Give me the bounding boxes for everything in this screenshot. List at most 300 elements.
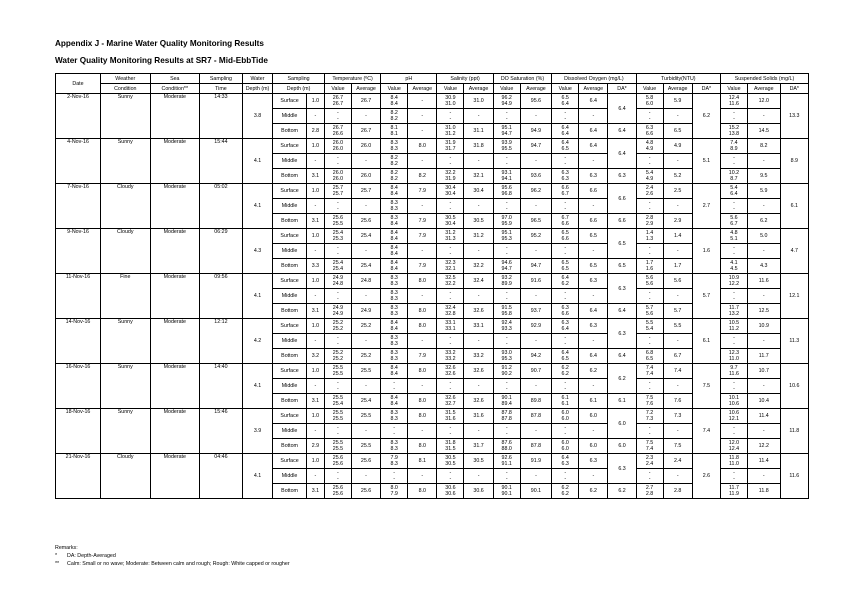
ss-value-reading: 8.9 (730, 146, 738, 152)
do-average: - (579, 334, 608, 349)
turbidity-value (636, 259, 663, 274)
ss-average: 4.3 (747, 259, 780, 274)
do-value-reading: 6.4 (561, 275, 569, 281)
turbidity-da: 2.6 (692, 454, 720, 499)
salinity-value (437, 349, 464, 364)
temp-value-reading: 25.5 (332, 410, 344, 416)
ss-value (720, 439, 747, 454)
ss-value (720, 409, 747, 424)
turbidity-average: - (663, 199, 692, 214)
temp-value-reading: 25.2 (332, 320, 344, 326)
sampling-depth-cell: 3.1 (306, 214, 324, 229)
temp-average: 25.5 (351, 364, 380, 379)
do-value-reading: 6.0 (561, 410, 569, 416)
ph-value-reading: 8.3 (390, 311, 398, 317)
salinity-value-reading: - (449, 296, 452, 302)
level-name-cell: Surface (273, 274, 307, 289)
turbidity-value-reading: 1.6 (645, 266, 654, 272)
ph-value-reading: 8.3 (390, 335, 398, 341)
turbidity-da: 6.2 (692, 94, 720, 139)
temp-average: 25.5 (351, 439, 380, 454)
temp-value (324, 484, 351, 499)
level-name-cell: Middle (273, 334, 307, 349)
do-value-reading: - (564, 290, 567, 296)
do-sat-value-reading: 97.0 (501, 215, 512, 221)
ph-value (381, 349, 408, 364)
turbidity-value-reading: - (648, 251, 651, 257)
ss-value-reading: 8.7 (730, 176, 738, 182)
ss-value (720, 259, 747, 274)
do-sat-value-reading: 95.1 (501, 125, 512, 131)
salinity-average: - (464, 469, 493, 484)
turbidity-value-reading: - (648, 245, 651, 251)
turbidity-value-reading: 7.2 (645, 410, 654, 416)
ph-value-reading: - (393, 425, 396, 431)
do-sat-value (493, 259, 520, 274)
turbidity-da: 5.1 (692, 139, 720, 184)
ph-value (381, 424, 408, 439)
temp-value-reading: - (337, 200, 339, 206)
ss-da: 10.6 (780, 364, 808, 409)
col-value: Value (720, 84, 747, 94)
salinity-value-reading: 32.8 (445, 311, 456, 317)
do-value-reading: - (564, 335, 567, 341)
temp-average: - (351, 424, 380, 439)
ph-value (381, 454, 408, 469)
do-sat-value-reading: 92.4 (501, 320, 512, 326)
ss-value-reading: - (733, 341, 735, 347)
do-sat-value (493, 124, 520, 139)
do-sat-average: - (520, 154, 552, 169)
salinity-value (437, 244, 464, 259)
do-da: 6.4 (608, 94, 636, 124)
temp-value-reading: 26.0 (332, 140, 344, 146)
turbidity-da: 7.5 (692, 364, 720, 409)
do-average: - (579, 424, 608, 439)
turbidity-value (636, 469, 663, 484)
salinity-value-reading: 31.0 (445, 125, 456, 131)
level-name-cell: Middle (273, 244, 307, 259)
temp-value-reading: 25.7 (332, 185, 344, 191)
turbidity-value-reading: 4.9 (645, 176, 654, 182)
table-row (56, 94, 809, 109)
ph-value-reading: 8.3 (390, 215, 398, 221)
do-value (552, 379, 579, 394)
ph-value (381, 334, 408, 349)
ss-value (720, 484, 747, 499)
ss-value-reading: 13.8 (728, 131, 740, 137)
col-value: Value (324, 84, 351, 94)
do-value-reading: - (564, 116, 567, 122)
ph-value (381, 379, 408, 394)
sampling-depth-cell: - (306, 244, 324, 259)
temp-average: 25.4 (351, 394, 380, 409)
salinity-average: - (464, 109, 493, 124)
ss-value-reading: - (733, 110, 735, 116)
ph-value (381, 109, 408, 124)
ph-value (381, 274, 408, 289)
turbidity-value (636, 379, 663, 394)
remark-text: DA: Depth-Averaged (67, 553, 116, 559)
weather-cell: Sunny (101, 139, 151, 184)
do-sat-average: 90.1 (520, 484, 552, 499)
turbidity-value-reading: 7.6 (645, 401, 654, 407)
ph-average: 7.9 (408, 259, 437, 274)
table-row (56, 319, 809, 334)
turbidity-average: 5.7 (663, 304, 692, 319)
salinity-value (437, 454, 464, 469)
ss-da: 8.9 (780, 139, 808, 184)
do-value-reading: 6.6 (561, 236, 569, 242)
col-da: DA* (692, 84, 720, 94)
ss-value (720, 184, 747, 199)
temp-value (324, 139, 351, 154)
do-sat-average: 94.7 (520, 259, 552, 274)
do-da: 6.2 (608, 364, 636, 394)
date-cell: 4-Nov-16 (56, 139, 101, 184)
salinity-average: - (464, 289, 493, 304)
level-name-cell: Bottom (273, 169, 307, 184)
temp-value-reading: - (337, 431, 339, 437)
do-sat-value-reading: 95.6 (501, 185, 512, 191)
temp-value (324, 229, 351, 244)
turbidity-value-reading: - (648, 155, 651, 161)
do-sat-value-reading: 93.0 (501, 350, 512, 356)
turbidity-value (636, 214, 663, 229)
level-name-cell: Surface (273, 94, 307, 109)
do-value-reading: 6.2 (561, 371, 569, 377)
ph-value-reading: 8.3 (390, 440, 398, 446)
water-depth-cell: 4.3 (242, 229, 272, 274)
table-row (56, 229, 809, 244)
do-average: 6.2 (579, 484, 608, 499)
temp-value-reading: 25.5 (332, 395, 344, 401)
col-sampling-depth: Sampling (273, 74, 325, 84)
ss-value-reading: 13.2 (728, 311, 740, 317)
salinity-value (437, 304, 464, 319)
salinity-average: 31.6 (464, 409, 493, 424)
turbidity-value (636, 94, 663, 109)
ss-value-reading: 12.2 (728, 281, 740, 287)
salinity-average: - (464, 334, 493, 349)
do-sat-value-reading: 89.9 (501, 281, 512, 287)
temp-value (324, 169, 351, 184)
do-sat-value (493, 469, 520, 484)
temp-value-reading: 26.0 (332, 176, 344, 182)
do-average: 6.4 (579, 124, 608, 139)
do-sat-average: - (520, 244, 552, 259)
col-average: Average (408, 84, 437, 94)
do-value (552, 394, 579, 409)
do-value-reading: 6.2 (561, 491, 569, 497)
turbidity-average: 5.9 (663, 94, 692, 109)
ss-average: 11.4 (747, 454, 780, 469)
temp-average: 25.6 (351, 214, 380, 229)
do-value-reading: - (564, 296, 567, 302)
ss-da: 11.3 (780, 319, 808, 364)
salinity-average: - (464, 379, 493, 394)
sampling-depth-cell: 3.1 (306, 304, 324, 319)
ph-average: 8.0 (408, 319, 437, 334)
temp-value (324, 259, 351, 274)
ph-average: 8.0 (408, 409, 437, 424)
turbidity-average: 4.9 (663, 139, 692, 154)
do-average: - (579, 109, 608, 124)
col-value: Value (636, 84, 663, 94)
temp-value-reading: 26.0 (332, 146, 344, 152)
ph-value-reading: 8.4 (390, 371, 398, 377)
ss-average: 12.5 (747, 304, 780, 319)
temp-value (324, 409, 351, 424)
ph-value-reading: 8.3 (390, 281, 398, 287)
salinity-value (437, 394, 464, 409)
salinity-value-reading: 31.2 (445, 131, 456, 137)
do-sat-value (493, 379, 520, 394)
do-sat-average: 96.2 (520, 184, 552, 199)
ss-value-reading: - (733, 245, 735, 251)
water-depth-cell: 3.8 (242, 94, 272, 139)
water-depth-cell: 4.1 (242, 364, 272, 409)
salinity-value (437, 469, 464, 484)
turbidity-average: 7.6 (663, 394, 692, 409)
turbidity-value-reading: 7.4 (645, 371, 654, 377)
sampling-depth-cell: 1.0 (306, 94, 324, 109)
col-value: Value (381, 84, 408, 94)
ph-value-reading: 8.3 (390, 200, 398, 206)
ph-average: 8.0 (408, 394, 437, 409)
salinity-value (437, 169, 464, 184)
do-value (552, 364, 579, 379)
table-row (56, 274, 809, 289)
temp-value-reading: 25.7 (332, 191, 344, 197)
sampling-depth-cell: 1.0 (306, 229, 324, 244)
ph-value-reading: 8.4 (390, 191, 398, 197)
time-cell: 12:12 (200, 319, 243, 364)
time-cell: 04:46 (200, 454, 243, 499)
level-name-cell: Middle (273, 379, 307, 394)
ph-average: 7.9 (408, 349, 437, 364)
do-value-reading: - (564, 431, 567, 437)
level-name-cell: Surface (273, 409, 307, 424)
sampling-depth-cell: - (306, 289, 324, 304)
salinity-value-reading: 31.2 (445, 230, 456, 236)
col-average: Average (351, 84, 380, 94)
salinity-value (437, 379, 464, 394)
sampling-depth-cell: - (306, 154, 324, 169)
ph-value-reading: 8.4 (390, 326, 398, 332)
do-sat-value-reading: 90.1 (501, 485, 512, 491)
temp-average: - (351, 244, 380, 259)
temp-value (324, 394, 351, 409)
temp-value-reading: 24.9 (332, 311, 344, 317)
sampling-depth-cell: 3.1 (306, 484, 324, 499)
level-name-cell: Bottom (273, 439, 307, 454)
do-da: 6.5 (608, 259, 636, 274)
water-depth-cell: 3.9 (242, 409, 272, 454)
do-value (552, 199, 579, 214)
do-value-reading: 6.5 (561, 230, 569, 236)
do-value (552, 349, 579, 364)
ss-value-reading: 11.9 (728, 491, 739, 497)
do-average: 6.6 (579, 214, 608, 229)
turbidity-da: 1.6 (692, 229, 720, 274)
col-do-saturation: DO Saturation (%) (493, 74, 552, 84)
do-sat-value-reading: 93.3 (501, 326, 512, 332)
do-sat-value-reading: 95.9 (501, 221, 512, 227)
salinity-value-reading: - (449, 110, 452, 116)
salinity-average: 32.4 (464, 274, 493, 289)
ss-value-reading: - (733, 380, 735, 386)
ph-average: 8.1 (408, 454, 437, 469)
turbidity-value (636, 169, 663, 184)
do-average: 6.0 (579, 409, 608, 424)
turbidity-value (636, 334, 663, 349)
level-name-cell: Surface (273, 139, 307, 154)
do-value-reading: 6.0 (561, 446, 569, 452)
temp-average: 26.7 (351, 124, 380, 139)
level-name-cell: Bottom (273, 214, 307, 229)
weather-cell: Cloudy (101, 229, 151, 274)
turbidity-value (636, 439, 663, 454)
salinity-value (437, 229, 464, 244)
ph-value-reading: 8.3 (390, 140, 398, 146)
ph-value-reading: 8.4 (390, 251, 398, 257)
do-average: - (579, 154, 608, 169)
do-value-reading: - (564, 425, 567, 431)
col-sampling-depth-sub: Depth (m) (273, 84, 325, 94)
salinity-value-reading: 30.5 (445, 455, 456, 461)
salinity-value (437, 109, 464, 124)
do-da: 6.0 (608, 439, 636, 454)
ss-value (720, 334, 747, 349)
turbidity-value-reading: 1.4 (645, 230, 654, 236)
ss-value-reading: 10.1 (728, 395, 740, 401)
do-sat-value (493, 439, 520, 454)
turbidity-value-reading: 4.8 (645, 140, 654, 146)
ph-value (381, 184, 408, 199)
do-sat-value (493, 199, 520, 214)
do-da: 6.4 (608, 304, 636, 319)
sea-cell: Moderate (150, 94, 200, 139)
turbidity-value-reading: 2.6 (645, 191, 654, 197)
ss-value-reading: 4.5 (730, 266, 738, 272)
do-da: 6.3 (608, 454, 636, 484)
turbidity-value-reading: - (648, 431, 651, 437)
ph-value-reading: 8.2 (390, 170, 398, 176)
ph-value (381, 289, 408, 304)
salinity-value (437, 214, 464, 229)
temp-value-reading: - (337, 386, 339, 392)
do-sat-value (493, 139, 520, 154)
turbidity-da: 5.7 (692, 274, 720, 319)
salinity-value-reading: 32.3 (445, 260, 456, 266)
turbidity-value-reading: - (648, 200, 651, 206)
temp-average: 25.2 (351, 349, 380, 364)
ph-average: - (408, 109, 437, 124)
do-sat-average: - (520, 199, 552, 214)
salinity-value-reading: 32.4 (445, 305, 456, 311)
do-value-reading: 6.7 (561, 215, 569, 221)
turbidity-value-reading: 5.4 (645, 170, 654, 176)
do-sat-average: - (520, 109, 552, 124)
sea-cell: Moderate (150, 409, 200, 454)
level-name-cell: Surface (273, 319, 307, 334)
ss-value-reading: 11.8 (728, 455, 739, 461)
do-sat-value (493, 229, 520, 244)
ph-average: 8.0 (408, 139, 437, 154)
ph-average: 8.0 (408, 304, 437, 319)
temp-value-reading: 25.5 (332, 365, 344, 371)
page-title: Appendix J - Marine Water Quality Monitoring Results (55, 39, 264, 48)
do-da: 6.3 (608, 169, 636, 184)
do-sat-value-reading: 94.7 (501, 131, 512, 137)
temp-value (324, 424, 351, 439)
salinity-value-reading: - (449, 476, 452, 482)
turbidity-value-reading: 2.3 (645, 455, 654, 461)
temp-value-reading: - (337, 245, 339, 251)
do-sat-value-reading: 93.1 (501, 170, 512, 176)
salinity-value-reading: - (449, 251, 452, 257)
do-value (552, 259, 579, 274)
col-average: Average (579, 84, 608, 94)
turbidity-value-reading: - (648, 470, 651, 476)
salinity-value-reading: 30.9 (445, 95, 456, 101)
ss-average: - (747, 109, 780, 124)
temp-value-reading: 25.4 (332, 230, 344, 236)
salinity-value-reading: - (449, 335, 452, 341)
ph-value-reading: 8.4 (390, 395, 398, 401)
do-value-reading: 6.6 (561, 311, 569, 317)
do-value-reading: 6.5 (561, 356, 569, 362)
turbidity-value-reading: 2.8 (645, 491, 654, 497)
do-value-reading: 6.0 (561, 440, 569, 446)
turbidity-value-reading: - (648, 476, 651, 482)
ss-average: 14.5 (747, 124, 780, 139)
do-sat-value (493, 94, 520, 109)
do-value-reading: 6.4 (561, 455, 569, 461)
turbidity-value (636, 304, 663, 319)
do-sat-average: 94.9 (520, 124, 552, 139)
temp-value-reading: - (337, 290, 339, 296)
ph-average: 7.9 (408, 229, 437, 244)
salinity-value-reading: 31.0 (445, 101, 456, 107)
col-salinity: Salinity (ppt) (437, 74, 493, 84)
date-cell: 11-Nov-16 (56, 274, 101, 319)
do-sat-value (493, 244, 520, 259)
do-sat-value-reading: 94.1 (501, 176, 512, 182)
turbidity-value-reading: 2.4 (645, 461, 654, 467)
do-sat-value (493, 154, 520, 169)
turbidity-value-reading: - (648, 335, 651, 341)
salinity-value-reading: - (449, 470, 452, 476)
temp-value-reading: - (337, 341, 339, 347)
ph-value-reading: 8.3 (390, 341, 398, 347)
salinity-value-reading: 31.5 (445, 410, 456, 416)
salinity-value (437, 319, 464, 334)
ss-value-reading: 11.6 (728, 101, 739, 107)
do-sat-value-reading: - (505, 476, 508, 482)
ph-value (381, 409, 408, 424)
do-value-reading: 6.3 (561, 320, 569, 326)
date-cell: 7-Nov-16 (56, 184, 101, 229)
do-average: 6.4 (579, 349, 608, 364)
salinity-average: 32.1 (464, 169, 493, 184)
ss-value-reading: - (733, 476, 735, 482)
ss-value-reading: - (733, 386, 735, 392)
salinity-value-reading: 30.4 (445, 191, 456, 197)
temp-value-reading: - (337, 251, 339, 257)
ph-value-reading: 8.4 (390, 95, 398, 101)
